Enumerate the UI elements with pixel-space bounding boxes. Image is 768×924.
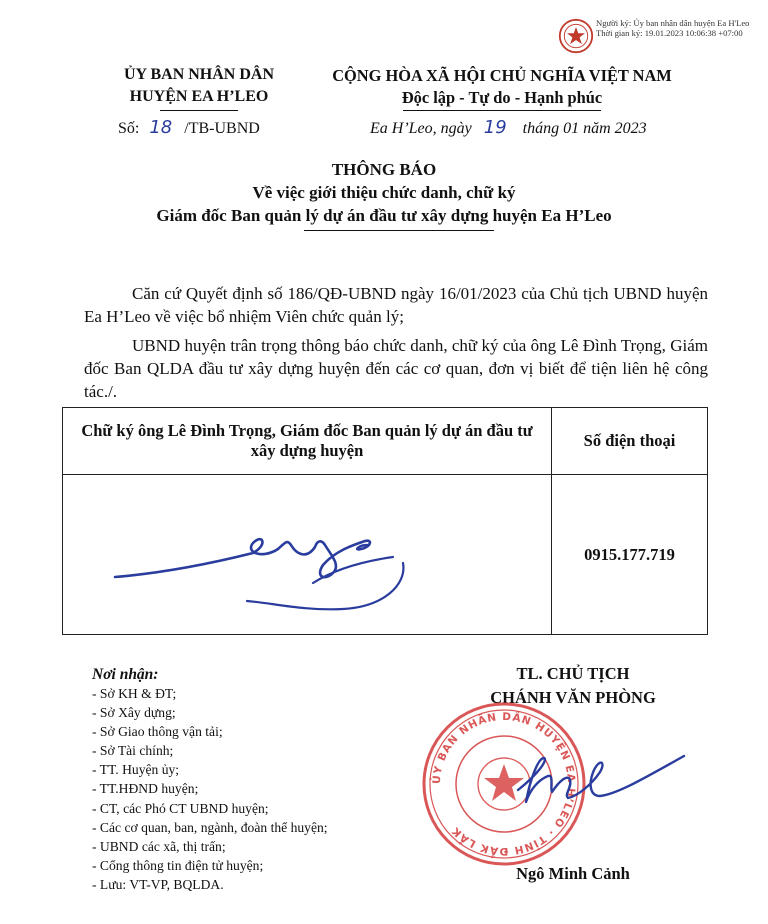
signer-name: Ngô Minh Cảnh	[516, 864, 630, 883]
document-number-suffix: /TB-UBND	[184, 120, 260, 137]
signature-table	[62, 407, 708, 635]
title-underline	[304, 230, 494, 231]
list-item: - Lưu: VT-VP, BQLDA.	[92, 876, 224, 892]
nation-name: CỘNG HÒA XÃ HỘI CHỦ NGHĨA VIỆT NAM	[332, 66, 672, 85]
table-header-phone: Số điện thoại	[552, 408, 708, 475]
document-number-handwritten: 18	[149, 117, 173, 138]
document-subtitle-line2: Giám đốc Ban quản lý dự án đầu tư xây dựng huyện Ea H’Leo	[156, 206, 612, 225]
list-item: - TT. Huyện ủy;	[92, 762, 180, 778]
day-handwritten: 19	[483, 117, 507, 138]
document-number	[118, 117, 260, 138]
digital-signature-box	[558, 16, 764, 64]
seal-text: ỦY BAN NHÂN DÂN HUYỆN EA H’LEO · TỈNH ĐẮK LẮK	[430, 710, 578, 858]
list-item: - UBND các xã, thị trấn;	[92, 838, 226, 854]
signature-cell	[63, 475, 552, 635]
place-date-prefix: Ea H’Leo, ngày	[370, 120, 472, 137]
agency-name-line2: HUYỆN EA H’LEO	[129, 88, 269, 105]
place-date	[370, 117, 647, 138]
list-item: - Cổng thông tin điện tử huyện;	[92, 857, 264, 873]
document-title: THÔNG BÁO	[331, 160, 437, 179]
digital-signature-signer: Người ký: Ủy ban nhân dân huyện Ea H'Leo	[596, 18, 750, 28]
signer-role-line1: TL. CHỦ TỊCH	[516, 664, 630, 683]
digital-seal-icon	[558, 18, 594, 54]
table-header-signature: Chữ ký ông Lê Đình Trọng, Giám đốc Ban quản lý dự án đầu tư xây dựng huyện	[63, 408, 552, 475]
recipients-title: Nơi nhận:	[92, 666, 159, 683]
recipients-list	[92, 684, 328, 894]
list-item: - Sở KH & ĐT;	[92, 686, 177, 701]
body-paragraph-1: Căn cứ Quyết định số 186/QĐ-UBND ngày 16/01/2023 của Chủ tịch UBND huyện Ea H’Leo về việc bổ nhiệm Viên chức quản lý;	[84, 284, 708, 326]
body-paragraph-2: UBND huyện trân trọng thông báo chức danh, chữ ký của ông Lê Đình Trọng, Giám đốc Ban QLDA đầu tư xây dựng huyện đến các cơ quan, đơn vị biết để tiện liên hệ công tác./.	[84, 336, 708, 401]
phone-number: 0915.177.719	[552, 475, 708, 635]
signer-signature-image	[508, 740, 688, 820]
document-number-prefix: Số:	[118, 120, 140, 137]
list-item: - Sở Giao thông vận tải;	[92, 724, 223, 740]
list-item: - CT, các Phó CT UBND huyện;	[92, 800, 269, 816]
document-subtitle-line1: Về việc giới thiệu chức danh, chữ ký	[252, 183, 516, 202]
national-motto: Độc lập - Tự do - Hạnh phúc	[401, 88, 603, 107]
motto-underline	[403, 110, 601, 111]
agency-underline	[160, 110, 238, 111]
digital-signature-time: Thời gian ký: 19.01.2023 10:06:38 +07:00	[596, 28, 743, 39]
list-item: - Các cơ quan, ban, ngành, đoàn thể huyện;	[92, 819, 328, 835]
place-date-suffix: tháng 01 năm 2023	[522, 120, 647, 137]
list-item: - Sở Xây dựng;	[92, 705, 176, 721]
list-item: - TT.HĐND huyện;	[92, 781, 199, 797]
list-item: - Sở Tài chính;	[92, 743, 174, 759]
signer-role-line2: CHÁNH VĂN PHÒNG	[490, 688, 656, 707]
agency-name-line1: ỦY BAN NHÂN DÂN	[123, 66, 275, 83]
signature-image	[103, 495, 483, 615]
